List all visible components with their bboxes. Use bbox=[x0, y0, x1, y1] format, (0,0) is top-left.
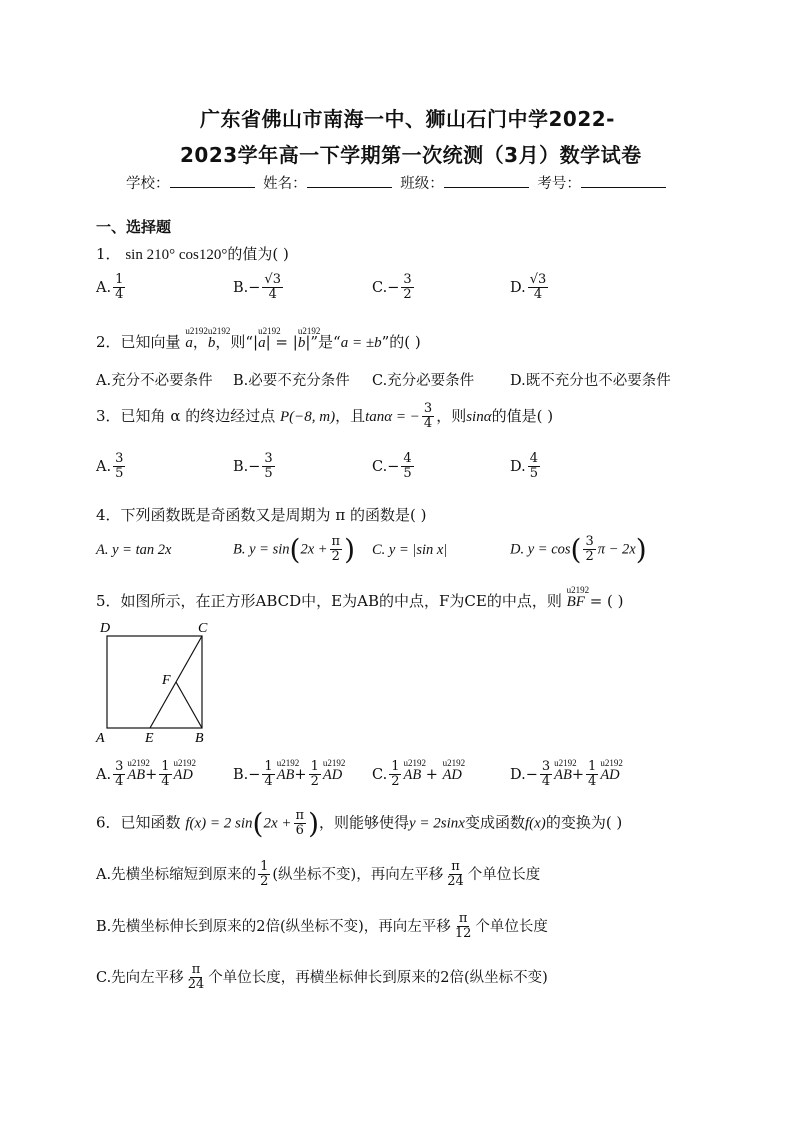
class-label: 班级： bbox=[400, 176, 444, 192]
numerator: 3 bbox=[115, 759, 124, 774]
numerator: 1 bbox=[588, 759, 597, 774]
option-text: A.先横坐标缩短到原来的 bbox=[96, 866, 257, 883]
paren: ) bbox=[344, 533, 356, 566]
denominator: 2 bbox=[391, 774, 400, 790]
vector: u2192 AD bbox=[323, 767, 342, 784]
vector: u2192 AD bbox=[443, 767, 462, 784]
exam-no-field[interactable] bbox=[581, 173, 666, 188]
denominator: 5 bbox=[115, 466, 124, 482]
numerator: 3 bbox=[585, 533, 594, 549]
numerator: 1 bbox=[264, 759, 273, 774]
denominator: 5 bbox=[264, 466, 273, 482]
numerator: 3 bbox=[264, 451, 273, 466]
question-text: ，则能够使得 bbox=[319, 813, 410, 832]
vector-bf: u2192 BF bbox=[567, 594, 585, 611]
q1-option-a[interactable] bbox=[96, 273, 127, 303]
question-text: 的值是( ) bbox=[491, 406, 554, 425]
numerator: 4 bbox=[529, 451, 538, 466]
question-4 bbox=[96, 504, 426, 525]
vector: u2192 AB bbox=[277, 767, 295, 784]
q2-option-b[interactable]: B.必要不充分条件 bbox=[233, 373, 350, 389]
sign: − bbox=[248, 279, 261, 296]
label-b: B bbox=[195, 731, 204, 746]
numerator: √3 bbox=[264, 272, 281, 287]
denominator: 2 bbox=[403, 287, 412, 303]
question-text: 已知角 α 的终边经过点 bbox=[120, 406, 276, 425]
function-expression: 2x + bbox=[263, 815, 292, 832]
fraction bbox=[159, 760, 171, 790]
numerator: 3 bbox=[403, 272, 412, 287]
fraction bbox=[186, 963, 207, 993]
numerator: 1 bbox=[115, 272, 124, 287]
class-field[interactable] bbox=[444, 173, 529, 188]
paren: ) bbox=[635, 533, 647, 566]
q5-option-d[interactable]: D.− $\frac{3}{4}$ u2192 AB+ $\frac{1}{4}$ u2192 AD bbox=[510, 760, 620, 790]
denominator: 6 bbox=[295, 823, 304, 838]
numerator: 3 bbox=[115, 451, 124, 466]
fraction bbox=[113, 760, 125, 790]
q2-option-c[interactable]: C.充分必要条件 bbox=[372, 373, 475, 389]
numerator: 1 bbox=[161, 759, 170, 774]
option-label: A. bbox=[96, 766, 112, 783]
label-d: D bbox=[100, 621, 111, 636]
q4-option-c[interactable]: C. y = |sin x| bbox=[372, 542, 448, 558]
option-label: C. bbox=[372, 279, 388, 296]
option-label: D. bbox=[510, 766, 526, 783]
option-expression: B. y = sin bbox=[233, 541, 290, 558]
question-number: 3． bbox=[96, 406, 121, 425]
label-f: F bbox=[162, 673, 171, 688]
q2-option-a[interactable]: A.充分不必要条件 bbox=[96, 373, 213, 389]
square-abcd bbox=[107, 636, 202, 728]
question-text: 如图所示，在正方形ABCD中，E为AB的中点，F为CE的中点，则 bbox=[120, 592, 562, 610]
option-label: B. bbox=[233, 279, 249, 296]
option-expression: D. y = cos bbox=[510, 541, 571, 558]
q5-option-c[interactable]: C. $\frac{1}{2}$ u2192 AB + u2192 AD bbox=[372, 760, 462, 790]
denominator: 2 bbox=[585, 549, 594, 564]
sign: − bbox=[248, 458, 261, 475]
name-label: 姓名： bbox=[263, 176, 307, 192]
fraction bbox=[262, 760, 274, 790]
option-expression: 2x + bbox=[300, 541, 328, 558]
denominator: 4 bbox=[264, 774, 273, 790]
fraction bbox=[113, 273, 125, 303]
paren: ( bbox=[289, 533, 301, 566]
q6-option-b[interactable] bbox=[96, 912, 548, 942]
label-e: E bbox=[145, 731, 154, 746]
equals: = bbox=[270, 333, 293, 351]
q1-option-d[interactable] bbox=[510, 273, 550, 303]
question-text: = ( ) bbox=[584, 592, 624, 610]
option-label: D. bbox=[510, 458, 526, 475]
fraction bbox=[258, 860, 270, 890]
denominator: 2 bbox=[331, 549, 340, 564]
question-number: 6． bbox=[96, 813, 121, 832]
fraction bbox=[583, 535, 595, 565]
vector-a: u2192 a bbox=[185, 335, 193, 352]
function-expression: f(x) bbox=[524, 815, 546, 832]
student-info bbox=[126, 172, 670, 193]
q6-option-c[interactable] bbox=[96, 963, 548, 993]
question-text: ，且 bbox=[335, 406, 366, 425]
denominator: 24 bbox=[447, 874, 464, 890]
denominator: 24 bbox=[187, 977, 205, 993]
question-text: ”是“ bbox=[310, 333, 341, 351]
denominator: 2 bbox=[310, 774, 319, 790]
numerator: 1 bbox=[310, 759, 319, 774]
question-number: 1． bbox=[96, 245, 121, 263]
numerator: π bbox=[458, 911, 468, 926]
question-number: 5． bbox=[96, 592, 121, 610]
question-2: 2．已知向量 u2192 a，u2192 b，则“|u2192 a| = |u2192 b|”是“a = ±b”的( ) bbox=[96, 331, 421, 352]
denominator: 4 bbox=[533, 287, 543, 303]
function-expression: y = 2sinx bbox=[409, 815, 465, 832]
fraction bbox=[586, 760, 598, 790]
option-label: A. bbox=[96, 458, 112, 475]
label-a: A bbox=[96, 731, 105, 746]
numerator: 3 bbox=[541, 759, 551, 774]
sign: − bbox=[387, 279, 400, 296]
question-text: ，则“ bbox=[215, 333, 254, 351]
q6-option-a[interactable] bbox=[96, 860, 540, 890]
question-text: ，则 bbox=[436, 406, 467, 425]
fraction bbox=[453, 912, 474, 942]
option-text: 个单位长度 bbox=[475, 918, 548, 935]
title-line-2: 2023学年高一下学期第一次统测（3月）数学试卷 bbox=[180, 143, 642, 167]
numerator: 3 bbox=[423, 401, 433, 416]
denominator: 5 bbox=[529, 466, 538, 482]
option-text: (纵坐标不变)，再向左平移 bbox=[272, 866, 444, 883]
fraction bbox=[422, 402, 434, 432]
fraction bbox=[445, 860, 466, 890]
fraction bbox=[262, 273, 283, 303]
q4-option-b[interactable] bbox=[233, 533, 355, 566]
option-label: D. bbox=[510, 279, 526, 296]
point-expression: P(−8, m) bbox=[280, 408, 336, 425]
school-label: 学校： bbox=[126, 176, 170, 192]
paren: ) bbox=[308, 807, 319, 840]
condition-expression: a = ±b bbox=[340, 335, 382, 351]
q5-option-b[interactable]: B.− $\frac{1}{4}$ u2192 AB+ $\frac{1}{2}$ u2192 AD bbox=[233, 760, 342, 790]
fraction bbox=[294, 809, 307, 839]
function-expression: f(x) = 2 sin bbox=[185, 815, 253, 832]
segment-bf bbox=[176, 682, 202, 728]
sign: − bbox=[387, 458, 400, 475]
option-label: C. bbox=[372, 766, 388, 783]
abs-vector-b: u2192 b bbox=[298, 335, 306, 352]
paren: ( bbox=[570, 533, 582, 566]
numerator: 1 bbox=[391, 759, 400, 774]
option-label: B. bbox=[233, 766, 249, 783]
option-text: 个单位长度，再横坐标伸长到原来的2倍(纵坐标不变) bbox=[208, 969, 548, 986]
denominator: 4 bbox=[423, 416, 433, 432]
question-5 bbox=[96, 590, 624, 611]
numerator: π bbox=[331, 533, 341, 549]
option-text: B.先横坐标伸长到原来的2倍(纵坐标不变)，再向左平移 bbox=[96, 918, 451, 935]
denominator: 4 bbox=[588, 774, 597, 790]
title-line-1: 广东省佛山市南海一中、狮山石门中学2022- bbox=[200, 107, 615, 131]
abs-vector-a: u2192 a bbox=[258, 335, 266, 352]
option-text: 个单位长度 bbox=[467, 866, 541, 883]
fraction bbox=[389, 760, 401, 790]
vector: u2192 AB bbox=[127, 767, 145, 784]
fraction bbox=[330, 535, 343, 565]
q3-option-a[interactable] bbox=[96, 452, 127, 482]
vector: u2192 AD bbox=[600, 767, 619, 784]
option-label: A. bbox=[96, 279, 112, 296]
sin-expression: sinα bbox=[466, 408, 492, 425]
label-c: C bbox=[198, 621, 208, 636]
question-number: 2． bbox=[96, 333, 121, 351]
fraction bbox=[262, 452, 274, 482]
name-field[interactable] bbox=[307, 173, 392, 188]
option-label: B. bbox=[233, 458, 249, 475]
denominator: 4 bbox=[268, 287, 277, 303]
question-number: 4． bbox=[96, 506, 121, 524]
q1-option-c[interactable] bbox=[372, 273, 416, 303]
question-text: 变成函数 bbox=[464, 813, 525, 832]
question-text: 下列函数既是奇函数又是周期为 π 的函数是( ) bbox=[120, 506, 427, 524]
question-text: ”的( ) bbox=[381, 333, 421, 351]
question-6 bbox=[96, 807, 622, 840]
numerator: √3 bbox=[529, 272, 547, 287]
fraction bbox=[113, 452, 125, 482]
question-1 bbox=[96, 243, 289, 264]
q2-option-d[interactable]: D.既不充分也不必要条件 bbox=[510, 373, 671, 389]
numerator: 4 bbox=[403, 451, 412, 466]
q5-option-a[interactable]: A. $\frac{3}{4}$ u2192 AB+ $\frac{1}{4}$ u2192 AD bbox=[96, 760, 193, 790]
option-text: C.先向左平移 bbox=[96, 969, 184, 986]
fraction bbox=[528, 273, 549, 303]
question-text: 已知向量 bbox=[120, 333, 181, 351]
q4-option-d[interactable] bbox=[510, 533, 647, 566]
option-label: C. bbox=[372, 458, 388, 475]
paren: ( bbox=[252, 807, 264, 840]
denominator: 4 bbox=[115, 287, 124, 303]
vector: u2192 AD bbox=[174, 767, 193, 784]
numerator: π bbox=[295, 807, 305, 823]
option-expression: π − 2x bbox=[597, 541, 636, 558]
question-text: 的值为( ) bbox=[227, 245, 289, 263]
fraction bbox=[309, 760, 321, 790]
denominator: 4 bbox=[161, 774, 170, 790]
fraction bbox=[540, 760, 552, 790]
vector: u2192 AB bbox=[403, 767, 421, 784]
q3-option-c[interactable] bbox=[372, 452, 416, 482]
fraction bbox=[401, 273, 413, 303]
tan-expression: tanα = − bbox=[365, 408, 420, 425]
school-field[interactable] bbox=[170, 173, 255, 188]
denominator: 5 bbox=[403, 466, 412, 482]
question-3 bbox=[96, 402, 553, 432]
denominator: 2 bbox=[260, 874, 269, 890]
fraction bbox=[528, 452, 540, 482]
question-expression: sin 210° cos120° bbox=[125, 247, 228, 263]
numerator: 1 bbox=[260, 859, 269, 874]
section-heading: 一、选择题 bbox=[96, 218, 172, 236]
question-text: 的变换为( ) bbox=[545, 813, 623, 832]
vector: u2192 AB bbox=[554, 767, 572, 784]
square-figure bbox=[92, 618, 222, 748]
exam-no-label: 考号： bbox=[537, 176, 581, 192]
denominator: 4 bbox=[115, 774, 124, 790]
denominator: 12 bbox=[454, 926, 472, 942]
question-text: 已知函数 bbox=[120, 813, 181, 832]
numerator: π bbox=[191, 962, 201, 977]
numerator: π bbox=[451, 859, 460, 874]
q4-option-a[interactable]: A. y = tan 2x bbox=[96, 542, 172, 558]
denominator: 4 bbox=[541, 774, 551, 790]
fraction bbox=[401, 452, 413, 482]
q1-option-b[interactable] bbox=[233, 273, 285, 303]
vector-b: u2192 b bbox=[208, 335, 216, 352]
q3-option-b[interactable] bbox=[233, 452, 277, 482]
q3-option-d[interactable] bbox=[510, 452, 542, 482]
